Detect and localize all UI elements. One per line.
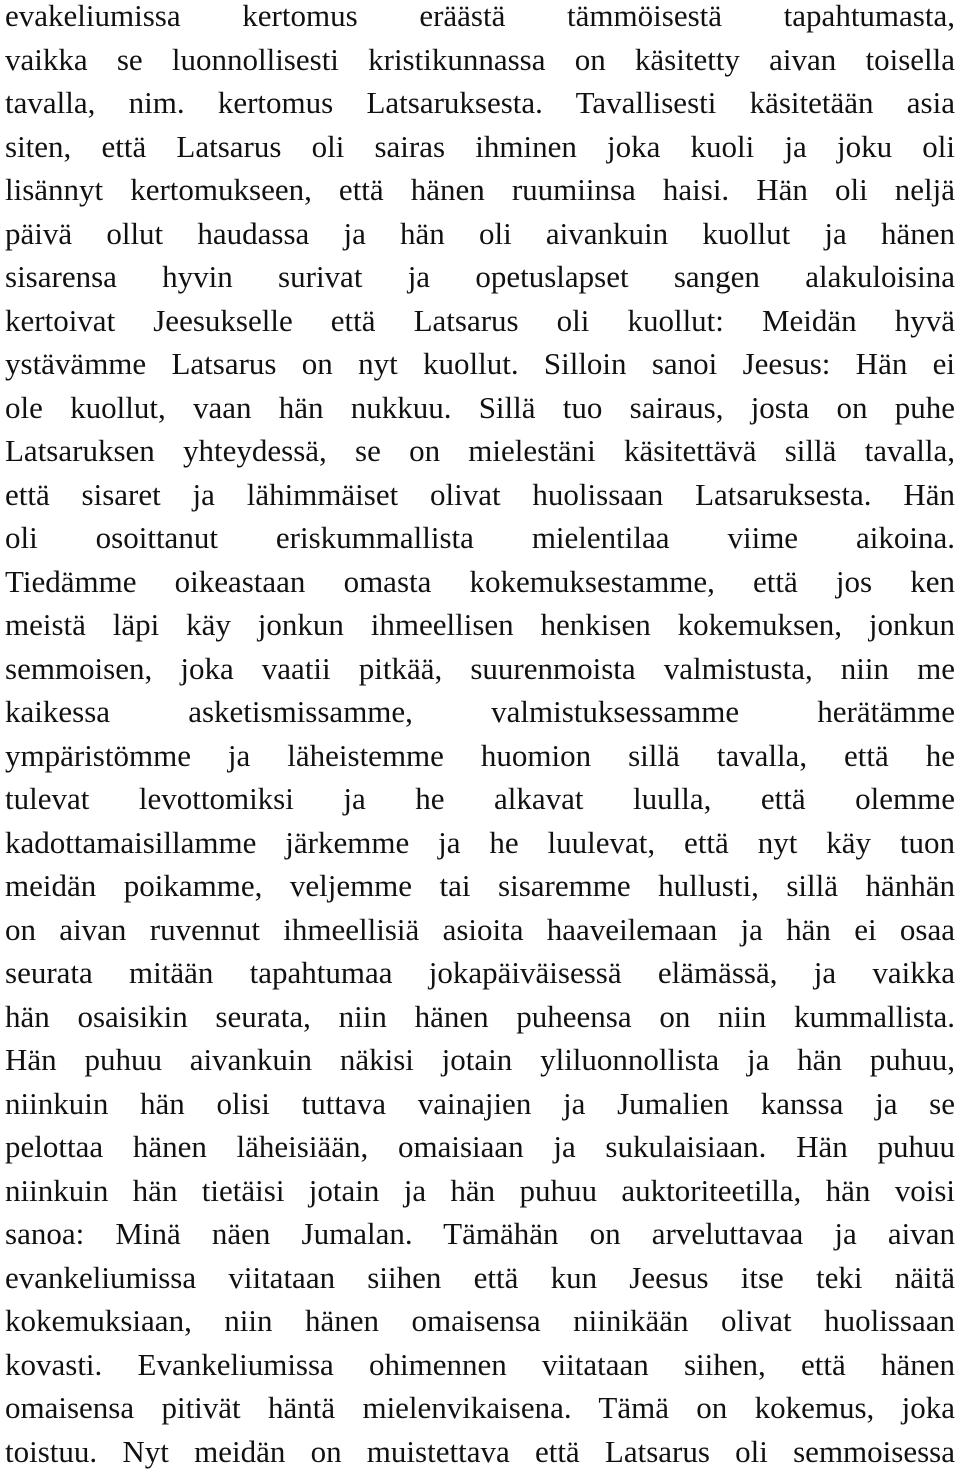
text-line: niinkuin hän olisi tuttava vainajien ja Jumalien kanssa ja se bbox=[5, 1082, 955, 1126]
text-line: kokemuksiaan, niin hänen omaisensa niinikään olivat huolissaan bbox=[5, 1299, 955, 1343]
text-line: lisännyt kertomukseen, että hänen ruumiinsa haisi. Hän oli neljä bbox=[5, 168, 955, 212]
text-line: vaikka se luonnollisesti kristikunnassa on käsitetty aivan toisella bbox=[5, 38, 955, 82]
text-line: niinkuin hän tietäisi jotain ja hän puhuu auktoriteetilla, hän voisi bbox=[5, 1169, 955, 1213]
text-line: kaikessa asketismissamme, valmistuksessamme herätämme bbox=[5, 690, 955, 734]
text-line: ystävämme Latsarus on nyt kuollut. Silloin sanoi Jeesus: Hän ei bbox=[5, 342, 955, 386]
text-line: ympäristömme ja läheistemme huomion sillä tavalla, että he bbox=[5, 734, 955, 778]
text-line: siten, että Latsarus oli sairas ihminen joka kuoli ja joku oli bbox=[5, 125, 955, 169]
text-line: evankeliumissa viitataan siihen että kun Jeesus itse teki näitä bbox=[5, 1256, 955, 1300]
text-line: meidän poikamme, veljemme tai sisaremme hullusti, sillä hänhän bbox=[5, 864, 955, 908]
text-line: semmoisen, joka vaatii pitkää, suurenmoista valmistusta, niin me bbox=[5, 647, 955, 691]
document-page bbox=[5, 0, 955, 1473]
text-line: päivä ollut haudassa ja hän oli aivankuin kuollut ja hänen bbox=[5, 212, 955, 256]
text-line: oli osoittanut eriskummallista mielentilaa viime aikoina. bbox=[5, 516, 955, 560]
text-line: Tiedämme oikeastaan omasta kokemuksestamme, että jos ken bbox=[5, 560, 955, 604]
text-line: seurata mitään tapahtumaa jokapäiväisessä elämässä, ja vaikka bbox=[5, 951, 955, 995]
text-line: Hän puhuu aivankuin näkisi jotain yliluonnollista ja hän puhuu, bbox=[5, 1038, 955, 1082]
text-line: hän osaisikin seurata, niin hänen puheensa on niin kummallista. bbox=[5, 995, 955, 1039]
text-line: evakeliumissa kertomus eräästä tämmöisestä tapahtumasta, bbox=[5, 0, 955, 38]
text-line: on aivan ruvennut ihmeellisiä asioita haaveilemaan ja hän ei osaa bbox=[5, 908, 955, 952]
text-line: tavalla, nim. kertomus Latsaruksesta. Tavallisesti käsitetään asia bbox=[5, 81, 955, 125]
text-line: kadottamaisillamme järkemme ja he luulevat, että nyt käy tuon bbox=[5, 821, 955, 865]
text-line: tulevat levottomiksi ja he alkavat luulla, että olemme bbox=[5, 777, 955, 821]
text-line: Latsaruksen yhteydessä, se on mielestäni käsitettävä sillä tavalla, bbox=[5, 429, 955, 473]
text-line: sisarensa hyvin surivat ja opetuslapset sangen alakuloisina bbox=[5, 255, 955, 299]
text-line: kovasti. Evankeliumissa ohimennen viitataan siihen, että hänen bbox=[5, 1343, 955, 1387]
text-line: toistuu. Nyt meidän on muistettava että Latsarus oli semmoisessa bbox=[5, 1430, 955, 1473]
text-line: kertoivat Jeesukselle että Latsarus oli kuollut: Meidän hyvä bbox=[5, 299, 955, 343]
text-line: meistä läpi käy jonkun ihmeellisen henkisen kokemuksen, jonkun bbox=[5, 603, 955, 647]
text-line: että sisaret ja lähimmäiset olivat huolissaan Latsaruksesta. Hän bbox=[5, 473, 955, 517]
text-line: sanoa: Minä näen Jumalan. Tämähän on arveluttavaa ja aivan bbox=[5, 1212, 955, 1256]
text-line: omaisensa pitivät häntä mielenvikaisena. Tämä on kokemus, joka bbox=[5, 1386, 955, 1430]
text-line: pelottaa hänen läheisiään, omaisiaan ja sukulaisiaan. Hän puhuu bbox=[5, 1125, 955, 1169]
text-line: ole kuollut, vaan hän nukkuu. Sillä tuo sairaus, josta on puhe bbox=[5, 386, 955, 430]
